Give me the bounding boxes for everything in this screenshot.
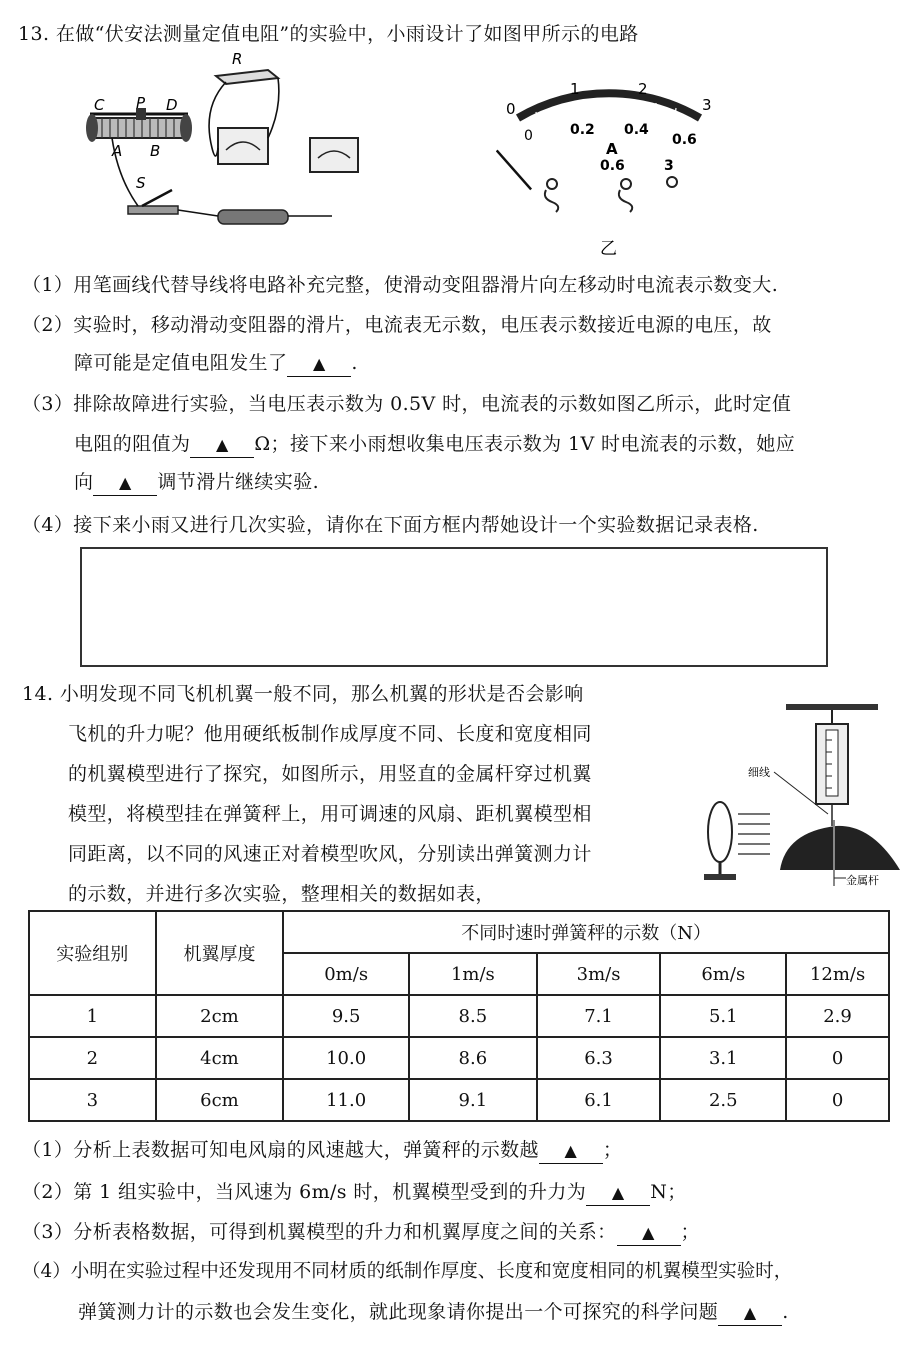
label-r: R <box>232 50 243 68</box>
label-c: C <box>94 96 105 114</box>
circuit-figure-jia <box>82 48 422 228</box>
cell-value: 6.3 <box>537 1037 661 1079</box>
cell-value: 5.1 <box>660 995 786 1037</box>
q14-sub4-line1: （4）小明在实验过程中还发现用不同材质的纸制作厚度、长度和宽度相同的机翼模型实验时， <box>22 1261 793 1282</box>
q14-line3: 的机翼模型进行了探究，如图所示，用竖直的金属杆穿过机翼 <box>68 763 592 785</box>
table-row <box>29 1079 889 1121</box>
cell-thickness: 2cm <box>156 995 284 1037</box>
header-speed-1: 1m/s <box>409 953 537 995</box>
label-b: B <box>150 142 161 160</box>
label-p: P <box>136 94 146 112</box>
label-metal-rod: 金属杆 <box>846 874 879 887</box>
header-speed-0: 0m/s <box>283 953 409 995</box>
answer-blank-direction[interactable]: ▲ <box>93 470 157 496</box>
q14-sub1: （1）分析上表数据可知电风扇的风速越大，弹簧秤的示数越 ▲ ； <box>22 1138 622 1164</box>
ammeter-dial-yi <box>496 78 726 258</box>
q14-sub2: （2）第 1 组实验中，当风速为 6m/s 时，机翼模型受到的升力为 ▲ N； <box>22 1180 687 1206</box>
header-readings: 不同时速时弹簧秤的示数（N） <box>283 911 889 953</box>
header-speed-12: 12m/s <box>786 953 889 995</box>
label-thin-line: 细线 <box>748 766 770 779</box>
cell-value: 7.1 <box>537 995 661 1037</box>
cell-thickness: 6cm <box>156 1079 284 1121</box>
figure-caption-yi: 乙 <box>600 239 617 258</box>
terminal-3: 3 <box>664 158 674 174</box>
scale-top-2: 2 <box>638 80 648 98</box>
q13-part2-line1: （2）实验时，移动滑动变阻器的滑片，电流表无示数，电压表示数接近电源的电压，故 <box>22 314 772 336</box>
wing-experiment-figure <box>696 700 906 900</box>
q13-part3-line2: 电阻的阻值为 ▲ Ω；接下来小雨想收集电压表示数为 1V 时电流表的示数，她应 <box>74 432 795 458</box>
cell-value: 3.1 <box>660 1037 786 1079</box>
label-d: D <box>166 96 178 114</box>
cell-value: 2.9 <box>786 995 889 1037</box>
table-row <box>29 1037 889 1079</box>
cell-group: 3 <box>29 1079 156 1121</box>
answer-blank-relation[interactable]: ▲ <box>617 1220 681 1246</box>
cell-value: 0 <box>786 1037 889 1079</box>
cell-value: 2.5 <box>660 1079 786 1121</box>
answer-blank-trend[interactable]: ▲ <box>539 1138 603 1164</box>
scale-bottom-06: 0.6 <box>672 132 697 148</box>
header-group: 实验组别 <box>29 911 156 995</box>
cell-value: 0 <box>786 1079 889 1121</box>
q14-line2: 飞机的升力呢？他用硬纸板制作成厚度不同、长度和宽度相同 <box>68 723 592 745</box>
answer-blank-question[interactable]: ▲ <box>718 1300 782 1326</box>
header-speed-3: 3m/s <box>537 953 661 995</box>
table-row <box>29 995 889 1037</box>
answer-blank-lift[interactable]: ▲ <box>586 1180 650 1206</box>
scale-bottom-02: 0.2 <box>570 122 595 138</box>
cell-group: 1 <box>29 995 156 1037</box>
cell-value: 9.5 <box>283 995 409 1037</box>
q13-part3-line3: 向 ▲ 调节滑片继续实验. <box>74 470 319 496</box>
header-speed-6: 6m/s <box>660 953 786 995</box>
q14-sub4-line2: 弹簧测力计的示数也会发生变化，就此现象请你提出一个可探究的科学问题 ▲ . <box>78 1300 789 1326</box>
answer-blank-fault[interactable]: ▲ <box>287 351 351 377</box>
q14-line5: 同距离，以不同的风速正对着模型吹风，分别读出弹簧测力计 <box>68 843 592 865</box>
scale-bottom-0: 0 <box>524 128 533 144</box>
cell-thickness: 4cm <box>156 1037 284 1079</box>
cell-value: 6.1 <box>537 1079 661 1121</box>
cell-value: 8.5 <box>409 995 537 1037</box>
q13-part2-line2: 障可能是定值电阻发生了 ▲ . <box>74 351 358 377</box>
q14-sub3: （3）分析表格数据，可得到机翼模型的升力和机翼厚度之间的关系： ▲ ； <box>22 1220 700 1246</box>
cell-value: 11.0 <box>283 1079 409 1121</box>
q14-line6: 的示数，并进行多次实验，整理相关的数据如表， <box>68 883 495 905</box>
scale-top-1: 1 <box>570 80 580 98</box>
scale-bottom-04: 0.4 <box>624 122 649 138</box>
terminal-06: 0.6 <box>600 158 625 174</box>
dial-unit: A <box>606 140 618 158</box>
label-s: S <box>136 174 146 192</box>
cell-group: 2 <box>29 1037 156 1079</box>
q14-line4: 模型，将模型挂在弹簧秤上，用可调速的风扇、距机翼模型相 <box>68 803 592 825</box>
scale-top-3: 3 <box>702 96 712 114</box>
header-thickness: 机翼厚度 <box>156 911 284 995</box>
cell-value: 9.1 <box>409 1079 537 1121</box>
cell-value: 8.6 <box>409 1037 537 1079</box>
scale-top-0: 0 <box>506 100 516 118</box>
q13-part4: （4）接下来小雨又进行几次实验，请你在下面方框内帮她设计一个实验数据记录表格. <box>22 514 759 536</box>
q13-part3-line1: （3）排除故障进行实验，当电压表示数为 0.5V 时，电流表的示数如图乙所示，此时定值 <box>22 393 792 415</box>
q13-part1: （1）用笔画线代替导线将电路补充完整，使滑动变阻器滑片向左移动时电流表示数变大. <box>22 274 779 296</box>
q14-line1: 14. 小明发现不同飞机机翼一般不同，那么机翼的形状是否会影响 <box>22 683 584 705</box>
q13-title: 13. 在做“伏安法测量定值电阻”的实验中，小雨设计了如图甲所示的电路 <box>18 23 639 45</box>
answer-blank-resistance[interactable]: ▲ <box>190 432 254 458</box>
data-table-design-box[interactable] <box>80 547 828 667</box>
dial-needle <box>497 150 531 189</box>
cell-value: 10.0 <box>283 1037 409 1079</box>
label-a: A <box>112 142 123 160</box>
wing-data-table <box>28 910 890 1122</box>
